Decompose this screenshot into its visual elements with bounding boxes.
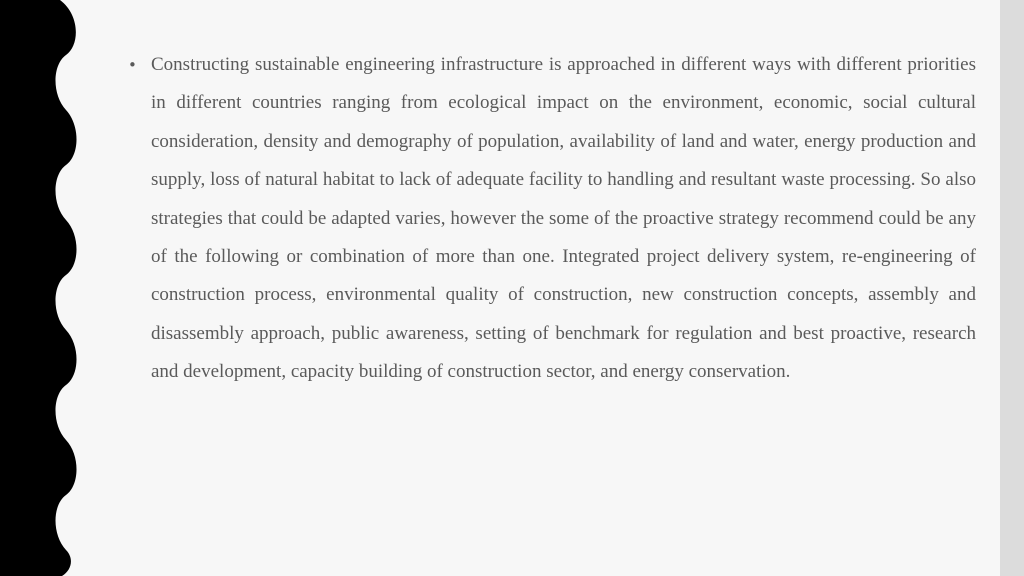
wavy-border-shape	[0, 0, 77, 576]
bullet-text: Constructing sustainable engineering infrastructure is approached in different ways with different priorities in different countries ranging from ecological impact on the environment, economic, social cultural consideration, density and demography of population, availability of land and water, energy production and supply, loss of natural habitat to lack of adequate facility to handling and resultant waste processing. So also strategies that could be adapted varies, however the some of the proactive strategy recommend could be any of the following or combination of more than one. Integrated project delivery system, re-engineering of construction process, environmental quality of construction, new construction concepts, assembly and disassembly approach, public awareness, setting of benchmark for regulation and best proactive, research and development, capacity building of construction sector, and energy conservation.	[151, 54, 976, 383]
right-edge-strip	[1000, 0, 1024, 576]
slide-content	[128, 46, 976, 392]
bullet-dot: •	[128, 56, 137, 74]
wavy-left-border	[0, 0, 90, 576]
bullet-item	[128, 46, 976, 392]
